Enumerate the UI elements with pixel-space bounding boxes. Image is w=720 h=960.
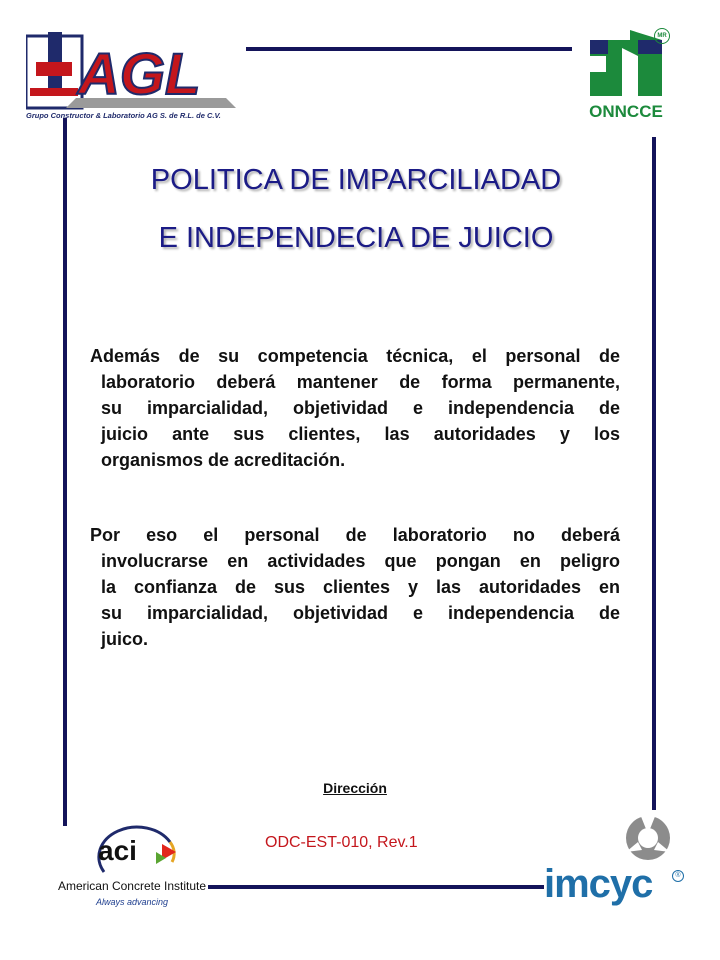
onncce-registered-mark: MR <box>654 28 670 44</box>
policy-paragraph-2 <box>90 522 620 652</box>
aci-tagline: Always advancing <box>95 897 169 907</box>
paragraph-line: juicio ante sus clientes, las autoridades y los <box>101 424 620 444</box>
signature-direccion: Dirección <box>323 780 387 796</box>
paragraph-line: su imparcialidad, objetividad e independencia de <box>101 603 620 623</box>
paragraph-line: juico. <box>101 629 149 649</box>
imcyc-wordmark: imcyc <box>544 862 653 906</box>
document-code: ODC-EST-010, Rev.1 <box>265 834 418 851</box>
agl-logo <box>26 30 246 125</box>
aci-logo <box>52 822 212 912</box>
imcyc-registered-mark: ® <box>672 870 684 882</box>
imcyc-logo-mark <box>618 812 678 864</box>
aci-logo-mark <box>52 822 212 878</box>
page-title-line-2: E INDEPENDECIA DE JUICIO <box>158 222 554 254</box>
agl-logo-mark <box>26 30 246 110</box>
frame-line-bottom <box>208 885 544 889</box>
aci-name: American Concrete Institute <box>57 879 207 893</box>
policy-paragraph-1 <box>90 343 620 473</box>
paragraph-line: Por eso el personal de laboratorio no deberá <box>90 525 620 545</box>
paragraph-line: laboratorio deberá mantener de forma permanente, <box>101 372 620 392</box>
frame-line-top <box>246 47 572 51</box>
onncce-logo <box>586 26 666 126</box>
page-title-line-1: POLITICA DE IMPARCILIADAD <box>150 164 562 196</box>
paragraph-line: organismos de acreditación. <box>101 450 346 470</box>
paragraph-line: la confianza de sus clientes y las autoridades en <box>101 577 620 597</box>
agl-wordmark: AGL <box>78 42 201 107</box>
aci-wordmark: aci <box>98 835 137 866</box>
imcyc-logo <box>542 812 692 912</box>
agl-caption: Grupo Constructor & Laboratorio AG S. de R.L. de C.V. <box>26 111 221 120</box>
paragraph-line: su imparcialidad, objetividad e independencia de <box>101 398 620 418</box>
onncce-wordmark: ONNCCE <box>589 102 663 121</box>
paragraph-line: Además de su competencia técnica, el personal de <box>90 346 620 366</box>
paragraph-line: involucrarse en actividades que pongan en peligro <box>101 551 620 571</box>
